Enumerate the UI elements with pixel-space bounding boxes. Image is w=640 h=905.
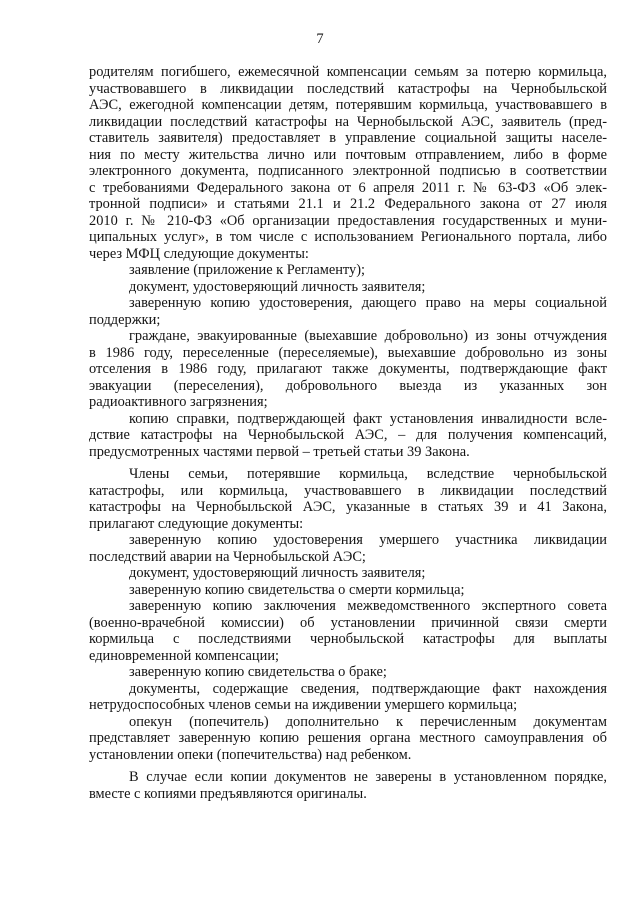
paragraph	[89, 279, 607, 296]
text-line: последствий аварии на Чернобыльской АЭС;	[89, 548, 366, 565]
text-line: АЭС, ежегодной компенсации детям, потерявшим кормильца, участвовавшего в	[89, 97, 607, 113]
text-line: предусмотренных частями первой – третьей статьи 39 Закона.	[89, 443, 470, 460]
paragraph	[89, 532, 607, 565]
text-line: кормильца с последствиями чернобыльской катастрофы для выплаты	[89, 631, 607, 647]
paragraph	[89, 582, 607, 599]
text-line: прилагают следующие документы:	[89, 515, 304, 532]
text-line: нетрудоспособных членов семьи на иждивении умершего кормильца;	[89, 697, 518, 713]
paragraph	[89, 411, 607, 461]
text-line: В случае если копии документов не заверены в установленном порядке,	[129, 769, 607, 785]
text-line: установлении опеки (попечительства) над ребенком.	[89, 746, 412, 763]
text-line: единовременной компенсации;	[89, 647, 280, 664]
paragraph	[89, 598, 607, 664]
text-line: заверенную копию свидетельства о браке;	[129, 664, 387, 680]
text-line: радиоактивного загрязнения;	[89, 394, 268, 410]
text-line: через МФЦ следующие документы:	[89, 245, 309, 262]
paragraph	[89, 64, 607, 262]
text-line: участвовавшего в ликвидации последствий катастрофы на Чернобыльской	[89, 80, 607, 97]
text-line: документ, удостоверяющий личность заявителя;	[129, 565, 426, 581]
text-line: отселения в 1986 году, прилагают также документы, подтверждающие факт	[89, 361, 607, 377]
text-line: опекун (попечитель) дополнительно к перечисленным документам	[129, 713, 607, 730]
text-line: дствие катастрофы на Чернобыльской АЭС, – для получения компенсаций,	[89, 427, 607, 443]
text-line: заявление (приложение к Регламенту);	[129, 262, 365, 278]
text-line: Члены семьи, потерявшие кормильца, вследствие чернобыльской	[129, 466, 607, 482]
text-line: эвакуации (переселения), добровольного выезда из указанных зон	[89, 377, 607, 394]
paragraph	[89, 466, 607, 532]
paragraph	[89, 262, 607, 279]
paragraph	[89, 681, 607, 714]
page-number: 7	[316, 31, 324, 47]
text-line: электронного документа, подписанного электронной подписью в соответствии	[89, 163, 607, 179]
text-line: поддержки;	[89, 311, 161, 328]
paragraph	[89, 714, 607, 764]
text-line: 2010 г. № 210-ФЗ «Об организации предоставления государственных и муни-	[89, 212, 607, 229]
text-line: заверенную копию заключения межведомственного экспертного совета	[129, 598, 607, 614]
text-line: катастрофы на Чернобыльской АЭС, указанные в статьях 39 и 41 Закона,	[89, 499, 607, 515]
text-line: заверенную копию удостоверения умершего участника ликвидации	[129, 532, 607, 548]
text-line: родителям погибшего, ежемесячной компенсации семьям за потерю кормильца,	[89, 64, 607, 80]
text-line: ципальных услуг», в том числе с использованием Регионального портала, либо	[89, 229, 607, 245]
text-line: документы, содержащие сведения, подтверждающие факт нахождения	[129, 680, 607, 697]
paragraph	[89, 328, 607, 411]
document-body	[89, 64, 607, 802]
text-line: катастрофы, или кормильца, участвовавшего в ликвидации последствий	[89, 482, 607, 499]
text-line: заверенную копию свидетельства о смерти кормильца;	[129, 581, 465, 598]
text-line: представляет заверенную копию решения органа местного самоуправления об	[89, 730, 607, 746]
text-line: документ, удостоверяющий личность заявителя;	[129, 278, 426, 295]
text-line: (военно-врачебной комиссии) об установлении причинной связи смерти	[89, 614, 607, 631]
paragraph	[89, 565, 607, 582]
text-line: заверенную копию удостоверения, дающего право на меры социальной	[129, 295, 607, 311]
text-line: граждане, эвакуированные (выехавшие добровольно) из зоны отчуждения	[129, 328, 607, 344]
paragraph	[89, 769, 607, 802]
text-line: ликвидации последствий катастрофы на Чернобыльской АЭС, заявитель (пред-	[89, 113, 607, 130]
text-line: копию справки, подтверждающей факт установления инвалидности всле-	[129, 410, 607, 427]
text-line: вместе с копиями предъявляются оригиналы.	[89, 785, 367, 802]
paragraph	[89, 295, 607, 328]
text-line: с требованиями Федерального закона от 6 апреля 2011 г. № 63-ФЗ «Об элек-	[89, 179, 607, 196]
text-line: тронной подписи» и статьями 21.1 и 21.2 Федерального закона от 27 июля	[89, 196, 607, 212]
text-line: в 1986 году, переселенные (переселяемые), выехавшие добровольно из зоны	[89, 344, 607, 361]
text-line: ния по месту жительства лично или почтовым отправлением, либо в форме	[89, 146, 607, 163]
text-line: ставитель заявителя) предоставляет в управление социальной защиты населе-	[89, 130, 607, 146]
paragraph	[89, 664, 607, 681]
